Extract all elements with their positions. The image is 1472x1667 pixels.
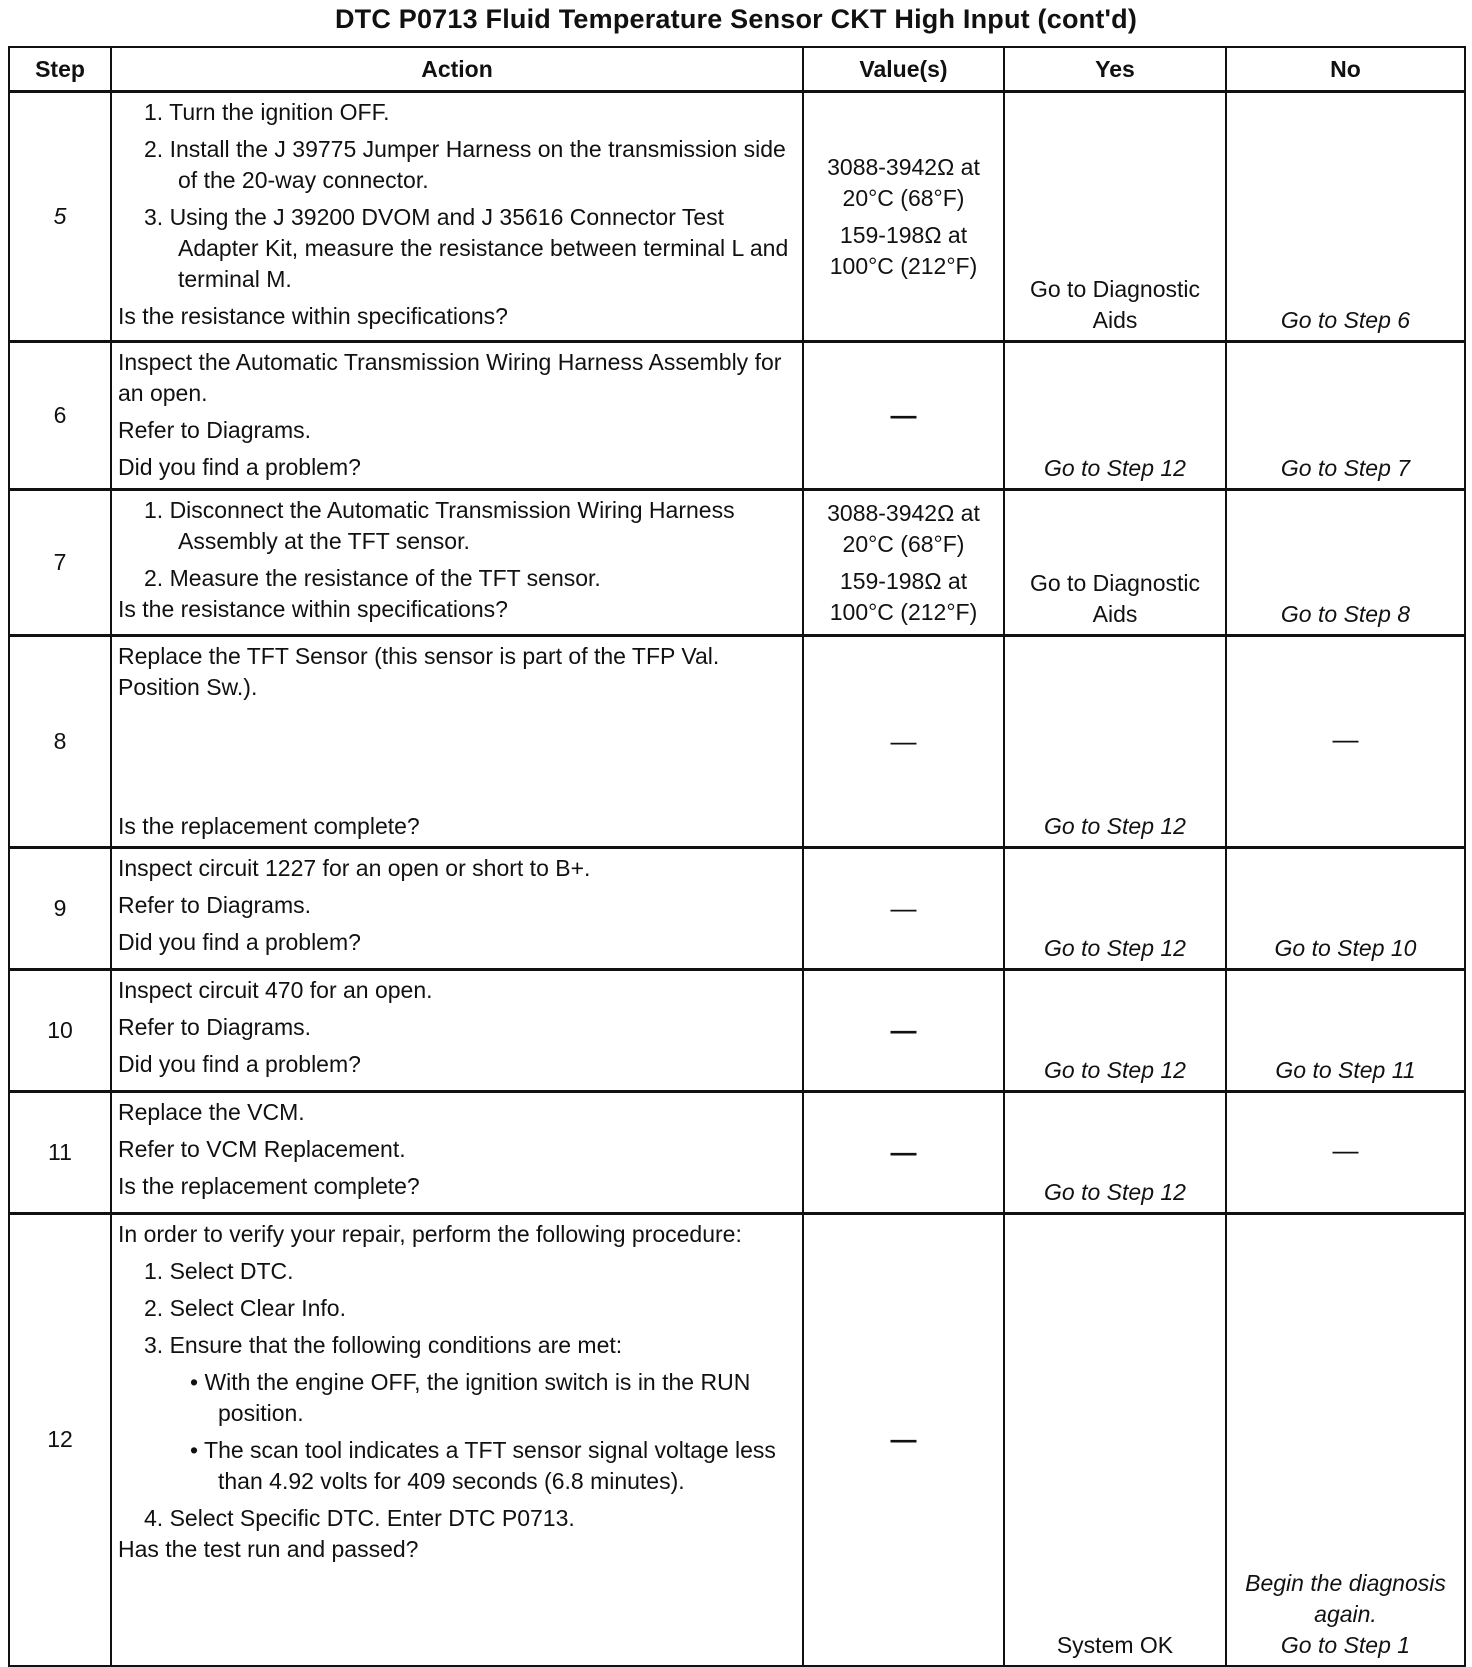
no-dash: —	[1332, 1134, 1359, 1165]
no-line: Go to Step 1	[1280, 1631, 1411, 1658]
diagnostic-table	[8, 46, 1466, 1667]
no-cell: Go to Step 10	[1226, 848, 1465, 970]
values-cell	[803, 1214, 1004, 1666]
no-cell	[1226, 1214, 1465, 1666]
table-row-step-10	[9, 970, 1465, 1092]
header-values: Value(s)	[803, 47, 1004, 92]
header-action: Action	[111, 47, 803, 92]
value-spec: 159-198Ω at 100°C (212°F)	[829, 567, 978, 625]
action-question: Is the replacement complete?	[118, 813, 420, 839]
action-line: In order to verify your repair, perform the following procedure:	[118, 1221, 742, 1247]
table-row-step-5	[9, 92, 1465, 342]
action-line: Replace the VCM.	[118, 1099, 305, 1125]
step-number: 6	[9, 342, 111, 490]
action-line: Refer to VCM Replacement.	[118, 1136, 406, 1162]
action-question: Is the replacement complete?	[118, 1173, 420, 1199]
action-cell	[111, 636, 803, 848]
step-number: 11	[9, 1092, 111, 1214]
action-line: 2. Install the J 39775 Jumper Harness on the transmission side of the 20-way connector.	[144, 136, 786, 193]
table-row-step-12	[9, 1214, 1465, 1666]
action-line: Inspect circuit 1227 for an open or short to B+.	[118, 855, 591, 881]
bullet-text: The scan tool indicates a TFT sensor signal voltage less than 4.92 volts for 409 seconds (6.8 minutes).	[204, 1437, 776, 1494]
action-line: 1. Select DTC.	[144, 1258, 294, 1284]
table-row-step-7	[9, 490, 1465, 636]
value-dash: —	[890, 1136, 917, 1167]
action-line: 2. Select Clear Info.	[144, 1295, 346, 1321]
yes-cell: Go to Step 12	[1004, 342, 1226, 490]
value-dash: —	[890, 399, 917, 430]
value-spec: 3088-3942Ω at 20°C (68°F)	[827, 153, 980, 211]
table-row-step-8	[9, 636, 1465, 848]
yes-cell: Go to Diagnostic Aids	[1004, 490, 1226, 636]
values-cell	[803, 490, 1004, 636]
yes-cell: System OK	[1004, 1214, 1226, 1666]
action-cell	[111, 92, 803, 342]
table-row-step-9	[9, 848, 1465, 970]
action-question: Did you find a problem?	[118, 454, 361, 480]
action-bullet: • The scan tool indicates a TFT sensor signal voltage less than 4.92 volts for 409 seconds (6.8 minutes).	[190, 1437, 776, 1494]
header-step: Step	[9, 47, 111, 92]
table-row-step-11	[9, 1092, 1465, 1214]
action-question: Is the resistance within specifications?	[118, 596, 508, 622]
action-cell	[111, 970, 803, 1092]
action-cell	[111, 848, 803, 970]
value-dash: —	[890, 1423, 917, 1454]
action-cell	[111, 1214, 803, 1666]
no-cell: Go to Step 7	[1226, 342, 1465, 490]
action-line: Inspect the Automatic Transmission Wiring Harness Assembly for an open.	[118, 349, 782, 406]
action-line: 1. Disconnect the Automatic Transmission Wiring Harness Assembly at the TFT sensor.	[144, 497, 735, 554]
step-number: 9	[9, 848, 111, 970]
values-cell	[803, 1092, 1004, 1214]
step-number: 7	[9, 490, 111, 636]
value-dash: —	[890, 892, 917, 923]
action-line: Replace the TFT Sensor (this sensor is part of the TFP Val. Position Sw.).	[118, 643, 720, 700]
action-question: Is the resistance within specifications?	[118, 303, 508, 329]
value-dash: —	[890, 1014, 917, 1045]
action-line: 3. Ensure that the following conditions are met:	[144, 1332, 623, 1358]
header-no: No	[1226, 47, 1465, 92]
no-cell: Go to Step 8	[1226, 490, 1465, 636]
value-dash: —	[890, 725, 917, 756]
step-number: 5	[9, 92, 111, 342]
no-line: Begin the diagnosis again.	[1245, 1569, 1446, 1627]
value-spec: 159-198Ω at 100°C (212°F)	[829, 221, 978, 279]
values-cell	[803, 970, 1004, 1092]
action-line: 4. Select Specific DTC. Enter DTC P0713.	[144, 1505, 575, 1531]
action-question: Did you find a problem?	[118, 1051, 361, 1077]
yes-cell: Go to Step 12	[1004, 1092, 1226, 1214]
action-line: Refer to Diagrams.	[118, 892, 312, 918]
step-number: 10	[9, 970, 111, 1092]
action-line: Refer to Diagrams.	[118, 1014, 312, 1040]
table-row-step-6	[9, 342, 1465, 490]
action-question: Has the test run and passed?	[118, 1536, 419, 1562]
step-number: 12	[9, 1214, 111, 1666]
action-line: 1. Turn the ignition OFF.	[144, 99, 390, 125]
action-cell	[111, 1092, 803, 1214]
yes-cell: Go to Step 12	[1004, 636, 1226, 848]
action-bullet: • With the engine OFF, the ignition switch is in the RUN position.	[190, 1369, 751, 1426]
values-cell	[803, 342, 1004, 490]
action-cell	[111, 342, 803, 490]
table-header-row	[9, 47, 1465, 92]
value-spec: 3088-3942Ω at 20°C (68°F)	[827, 499, 980, 557]
action-line: 3. Using the J 39200 DVOM and J 35616 Connector Test Adapter Kit, measure the resistance between terminal L and terminal M.	[144, 204, 789, 292]
action-line: 2. Measure the resistance of the TFT sensor.	[144, 565, 601, 591]
no-cell	[1226, 1092, 1465, 1214]
step-number: 8	[9, 636, 111, 848]
action-question: Did you find a problem?	[118, 929, 361, 955]
values-cell	[803, 848, 1004, 970]
action-line: Refer to Diagrams.	[118, 417, 312, 443]
no-cell: Go to Step 11	[1226, 970, 1465, 1092]
values-cell	[803, 92, 1004, 342]
no-dash: —	[1332, 723, 1359, 754]
action-cell	[111, 490, 803, 636]
values-cell	[803, 636, 1004, 848]
yes-cell: Go to Step 12	[1004, 970, 1226, 1092]
action-line: Inspect circuit 470 for an open.	[118, 977, 433, 1003]
yes-cell: Go to Diagnostic Aids	[1004, 92, 1226, 342]
page-title: DTC P0713 Fluid Temperature Sensor CKT High Input (cont'd)	[334, 4, 1138, 34]
bullet-text: With the engine OFF, the ignition switch is in the RUN position.	[204, 1369, 751, 1426]
no-cell: Go to Step 6	[1226, 92, 1465, 342]
header-yes: Yes	[1004, 47, 1226, 92]
yes-cell: Go to Step 12	[1004, 848, 1226, 970]
no-cell	[1226, 636, 1465, 848]
